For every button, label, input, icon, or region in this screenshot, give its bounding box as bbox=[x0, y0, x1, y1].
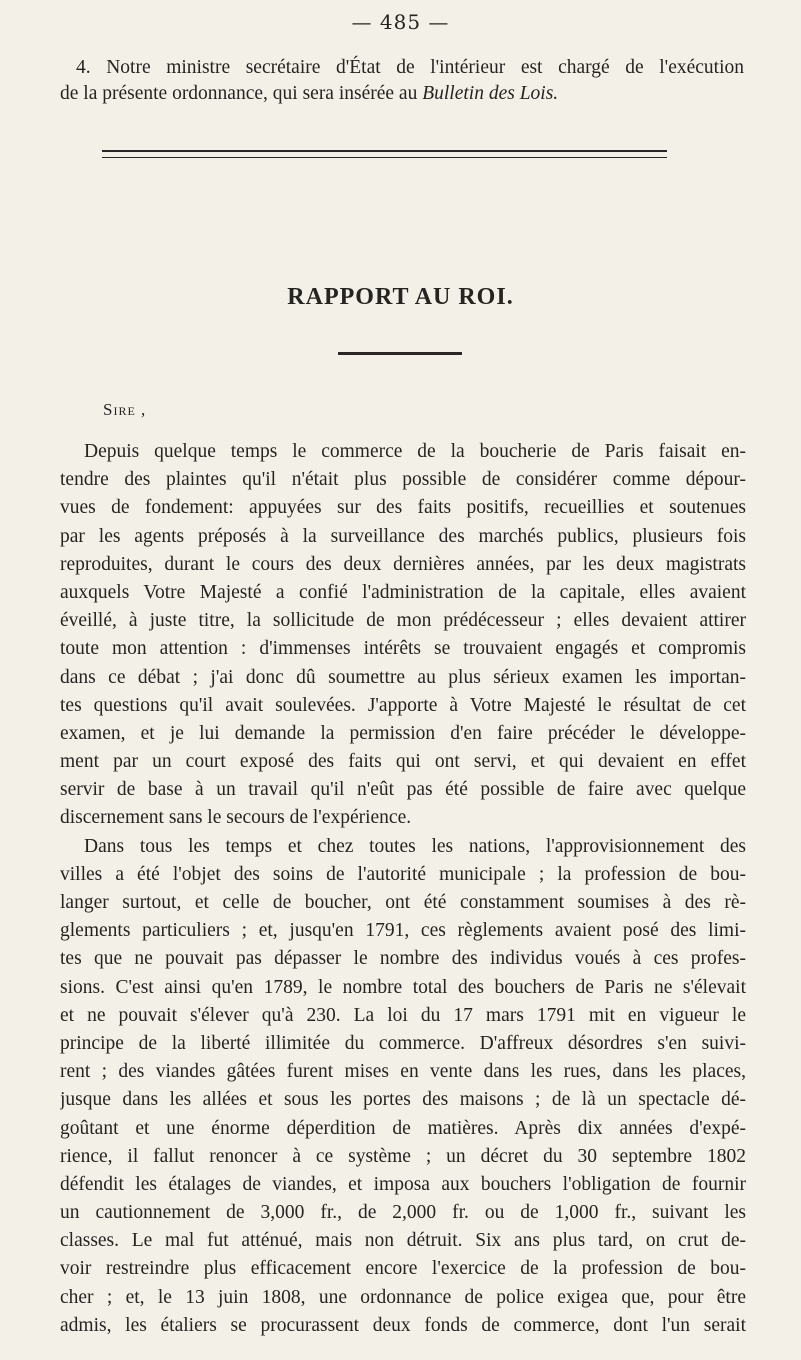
body-line: glements particuliers ; et, jusqu'en 1791, ces règlements avaient posé des limi- bbox=[60, 920, 746, 942]
body-line: cher ; et, le 13 juin 1808, une ordonnance de police exigea que, pour être bbox=[60, 1286, 746, 1308]
decree-line-last bbox=[60, 81, 744, 107]
body-line: Dans tous les temps et chez toutes les nations, l'approvisionnement des bbox=[84, 835, 746, 857]
body-line: langer surtout, et celle de boucher, ont été constamment soumises à des rè- bbox=[60, 892, 746, 913]
body-line: examen, et je lui demande la permission d'en faire précéder le développe- bbox=[60, 722, 746, 744]
body-line: par les agents préposés à la surveillance des marchés publics, plusieurs fois bbox=[60, 525, 746, 547]
salutation: Sire , bbox=[103, 400, 147, 419]
body-line: toute mon attention : d'immenses intérêts se trouvaient engagés et compromis bbox=[60, 638, 746, 660]
heading-underline bbox=[338, 352, 462, 355]
body-line: un cautionnement de 3,000 fr., de 2,000 fr. ou de 1,000 fr., suivant les bbox=[60, 1202, 746, 1224]
body-line: classes. Le mal fut atténué, mais non détruit. Six ans plus tard, on crut de- bbox=[60, 1230, 746, 1252]
decree-line: 4. Notre ministre secrétaire d'État de l'intérieur est chargé de l'exécution bbox=[76, 57, 744, 78]
body-line: reproduites, durant le cours des deux dernières années, par les deux magistrats bbox=[60, 553, 746, 575]
body-line: auxquels Votre Majesté a confié l'administration de la capitale, elles avaient bbox=[60, 581, 746, 603]
section-divider bbox=[102, 150, 667, 158]
body-line: villes a été l'objet des soins de l'autorité municipale ; la profession de bou- bbox=[60, 863, 746, 885]
body-line: goûtant et une énorme déperdition de matières. Après dix années d'expé- bbox=[60, 1117, 746, 1139]
body-line: admis, les étaliers se procurassent deux fonds de commerce, dont l'un serait bbox=[60, 1314, 746, 1336]
body-line: principe de la liberté illimitée du commerce. D'affreux désordres s'en suivi- bbox=[60, 1032, 746, 1054]
body-line: dans ce débat ; j'ai donc dû soumettre au plus sérieux examen les importan- bbox=[60, 666, 746, 688]
body-line: discernement sans le secours de l'expérience. bbox=[60, 807, 412, 829]
decree-line-text: de la présente ordonnance, qui sera insérée au bbox=[60, 83, 423, 104]
body-line: et ne pouvait s'élever qu'à 230. La loi du 17 mars 1791 mit en vigueur le bbox=[60, 1004, 746, 1026]
body-line: voir restreindre plus efficacement encore l'exercice de la profession de bou- bbox=[60, 1258, 746, 1280]
body-line: servir de base à un travail qu'il n'eût pas été possible de faire avec quelque bbox=[60, 779, 746, 801]
body-line: tes questions qu'il avait soulevées. J'apporte à Votre Majesté le résultat de cet bbox=[60, 694, 746, 716]
body-line: Depuis quelque temps le commerce de la boucherie de Paris faisait en- bbox=[84, 441, 746, 462]
report-heading: RAPPORT AU ROI. bbox=[287, 284, 514, 310]
body-line: rience, il fallut renoncer à ce système ; un décret du 30 septembre 1802 bbox=[60, 1145, 746, 1167]
body-line: sions. C'est ainsi qu'en 1789, le nombre total des bouchers de Paris ne s'élevait bbox=[60, 976, 746, 998]
body-line: ment par un court exposé des faits qui ont servi, et qui devaient en effet bbox=[60, 751, 746, 773]
bulletin-title: Bulletin des Lois. bbox=[422, 83, 559, 104]
body-line: tendre des plaintes qu'il n'était plus possible de considérer comme dépour- bbox=[60, 469, 746, 491]
page-number: — 485 — bbox=[351, 10, 450, 34]
body-line: jusque dans les allées et sous les portes des maisons ; de là un spectacle dé- bbox=[60, 1089, 746, 1111]
body-line: rent ; des viandes gâtées furent mises en vente dans les rues, dans les places, bbox=[60, 1061, 746, 1083]
body-line: tes que ne pouvait pas dépasser le nombre des individus voués à ces profes- bbox=[60, 948, 746, 970]
decree-article bbox=[60, 55, 744, 107]
report-body bbox=[60, 438, 746, 1340]
body-line: vues de fondement: appuyées sur des faits positifs, recueillies et soutenues bbox=[60, 497, 746, 519]
body-line: éveillé, à juste titre, la sollicitude de mon prédécesseur ; elles devaient attirer bbox=[60, 610, 746, 632]
body-line: défendit les étalages de viandes, et imposa aux bouchers l'obligation de fournir bbox=[60, 1173, 746, 1195]
